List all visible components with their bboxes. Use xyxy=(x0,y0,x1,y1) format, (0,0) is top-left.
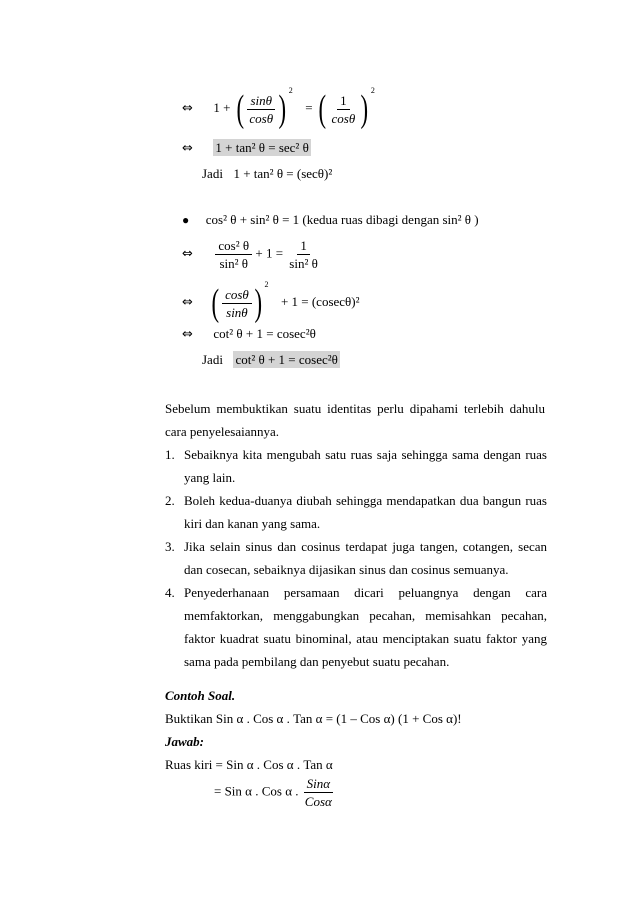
conclusion-line-2 xyxy=(202,352,340,368)
fraction-numerator: cos² θ xyxy=(215,238,252,255)
fraction-sin-over-cos-alpha xyxy=(302,776,335,809)
equation-line-2 xyxy=(182,140,311,156)
fraction-denominator: cosθ xyxy=(331,110,356,126)
list-line: yang lain. xyxy=(184,470,236,485)
jadi-label: Jadi xyxy=(202,166,223,181)
bullet-item xyxy=(182,212,479,228)
intro-line: Sebelum membuktikan suatu identitas perlu dipahami terlebih dahulu xyxy=(165,401,545,416)
right-paren: ) xyxy=(278,88,287,130)
conclusion-line-1 xyxy=(202,166,332,182)
highlighted-conclusion: cot² θ + 1 = cosec²θ xyxy=(235,352,338,367)
plus-one-equals: + 1 = xyxy=(255,245,284,261)
fraction-cos-over-sin xyxy=(222,287,252,320)
equation-line-4 xyxy=(182,279,360,324)
list-number: 1. xyxy=(165,447,175,462)
fraction-denominator: sinθ xyxy=(226,304,248,320)
fraction-sin-over-cos xyxy=(246,93,276,126)
plus-one-equals-cosec: + 1 = (cosecθ)² xyxy=(280,293,360,309)
bullet-icon: ● xyxy=(182,213,190,227)
bullet-expression: cos² θ + sin² θ = 1 (kedua ruas dibagi dengan sin² θ ) xyxy=(205,212,479,227)
answer-line-2 xyxy=(214,776,335,809)
fraction-cos2-over-sin2 xyxy=(215,238,252,271)
example-question: Buktikan Sin α . Cos α . Tan α = (1 – Cos α) (1 + Cos α)! xyxy=(165,711,462,726)
left-paren: ( xyxy=(318,88,326,130)
intro-line: cara penyelesaiannya. xyxy=(165,424,280,439)
cot-identity: cot² θ + 1 = cosec²θ xyxy=(213,326,316,341)
iff-symbol: ⇔ xyxy=(182,327,193,342)
list-number: 4. xyxy=(165,585,175,600)
iff-symbol: ⇔ xyxy=(182,141,193,156)
conclusion-expression: 1 + tan² θ = (secθ)² xyxy=(233,166,333,181)
fraction-denominator: Cosα xyxy=(304,794,332,809)
iff-symbol: ⇔ xyxy=(182,294,193,310)
fraction-numerator: cosθ xyxy=(222,287,252,304)
list-line: kiri dan kanan yang sama. xyxy=(184,516,321,531)
list-number: 2. xyxy=(165,493,175,508)
equation-line-5 xyxy=(182,326,316,342)
list-line: Boleh kedua-duanya diubah sehingga mendapatkan dua bangun ruas xyxy=(184,493,547,508)
list-line: dan cosecan, sebaiknya dijasikan sinus dan cosinus semuanya. xyxy=(184,562,509,577)
exponent: 2 xyxy=(288,85,293,95)
fraction-numerator: sinθ xyxy=(247,93,275,110)
equals-sign: = xyxy=(305,99,313,115)
one-plus-text: 1 + xyxy=(213,99,231,115)
list-line: memfaktorkan, menggabungkan pecahan, memisahkan pecahan, xyxy=(184,608,547,623)
iff-symbol: ⇔ xyxy=(182,246,193,262)
left-paren: ( xyxy=(236,88,244,130)
list-line: Sebaiknya kita mengubah satu ruas saja sehingga sama dengan ruas xyxy=(184,447,547,462)
list-line: Jika selain sinus dan cosinus terdapat juga tangen, cotangen, secan xyxy=(184,539,547,554)
list-line: sama pada pembilang dan penyebut suatu pecahan. xyxy=(184,654,450,669)
left-paren: ( xyxy=(211,282,220,324)
fraction-numerator: 1 xyxy=(337,93,350,110)
fraction-denominator: sin² θ xyxy=(289,256,318,271)
equation-line-1 xyxy=(182,85,375,130)
answer-line-1: Ruas kiri = Sin α . Cos α . Tan α xyxy=(165,757,333,772)
fraction-numerator: 1 xyxy=(297,238,310,255)
iff-symbol: ⇔ xyxy=(182,100,193,116)
fraction-numerator: Sinα xyxy=(304,776,333,793)
right-paren: ) xyxy=(254,282,262,324)
list-number: 3. xyxy=(165,539,175,554)
example-heading: Contoh Soal. xyxy=(165,688,236,703)
fraction-one-over-cos xyxy=(329,93,359,126)
equation-line-3 xyxy=(182,238,321,271)
intro-paragraph xyxy=(165,397,545,443)
exponent: 2 xyxy=(370,85,375,95)
fraction-denominator: cosθ xyxy=(249,110,274,126)
list-line: Penyederhanaan persamaan dicari peluangnya dengan cara xyxy=(184,585,547,600)
list-line: faktor kuadrat suatu binominal, atau menciptakan suatu faktor yang xyxy=(184,631,547,646)
fraction-denominator: sin² θ xyxy=(219,256,249,271)
right-paren: ) xyxy=(360,88,369,130)
jadi-label: Jadi xyxy=(202,352,223,367)
answer-heading: Jawab: xyxy=(165,734,204,749)
fraction-one-over-sin2 xyxy=(286,238,321,271)
highlighted-identity: 1 + tan² θ = sec² θ xyxy=(215,140,309,155)
exponent: 2 xyxy=(264,279,269,289)
answer-line-2-prefix: = Sin α . Cos α . xyxy=(214,783,299,799)
